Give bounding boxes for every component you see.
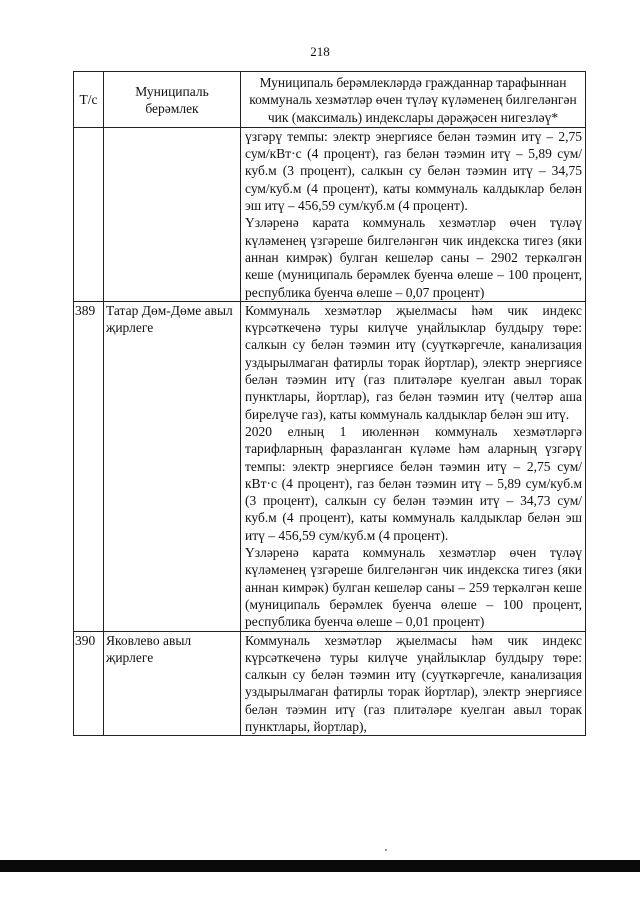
municipality-name: Яковлево авыл җирлеге xyxy=(104,631,241,736)
table-row xyxy=(74,301,586,631)
justification-text xyxy=(241,631,586,736)
paragraph: 2020 елның 1 июленнән коммуналь хезмәтләргә тарифларның фаразланган күләме һәм аларның үзгәрү темпы: электр энергиясе белән тәэмин итү – 2,75 сум/кВт·с (4 процент), газ белән тәэмин итү – 5,89 сум/куб.м (3 процент), салкын су белән тәэмин итү – 34,73 сум/куб.м (4 процент), каты коммуналь калдыклар белән эш итү – 456,59 сум/куб.м (4 процент). xyxy=(245,423,582,543)
paragraph: Үзләренә карата коммуналь хезмәтләр өчен түләү күләменең үзгәреше билгеләнгән чик индекска тигез (яки аннан кимрәк) булган кешеләр саны – 259 теркәлгән кеше (муниципаль берәмлек буенча өлеше – 100 процент, республика буенча өлеше – 0,01 процент) xyxy=(245,545,582,630)
tariff-index-table xyxy=(73,71,586,736)
municipality-name xyxy=(104,127,241,301)
scan-speck xyxy=(385,849,387,851)
header-justification: Муниципаль берәмлекләрдә гражданнар тарафыннан коммуналь хезмәтләр өчен түләү күләменең билгеләнгән чик (максималь) индекслары дәрәҗәсен нигезләү* xyxy=(241,72,586,128)
paragraph: үзгәрү темпы: электр энергиясе белән тәэмин итү – 2,75 сум/кВт·с (4 процент), газ белән тәэмин итү – 5,89 сум/куб.м (3 процент), салкын су белән тәэмин итү – 34,75 сум/куб.м (4 процент), каты коммуналь калдыклар белән эш итү – 456,59 сум/куб.м (4 процент). xyxy=(245,128,582,214)
justification-text xyxy=(241,301,586,631)
table-header-row xyxy=(74,72,586,128)
row-number xyxy=(74,127,104,301)
scan-border-bar xyxy=(0,860,640,872)
justification-text xyxy=(241,127,586,301)
header-number: Т/с xyxy=(74,72,104,128)
table-row xyxy=(74,127,586,301)
paragraph: Үзләренә карата коммуналь хезмәтләр өчен түләү күләменең үзгәреше билгеләнгән чик индекска тигез (яки аннан кимрәк) булган кешеләр саны – 2902 теркәлгән кеше (муниципаль берәмлек буенча өлеше – 100 процент, республика буенча өлеше – 0,07 процент) xyxy=(245,215,582,300)
table-row xyxy=(74,631,586,736)
paragraph: Коммуналь хезмәтләр җыелмасы һәм чик индекс күрсәткеченә туры килүче уңайлыклар булдыру төре: салкын су белән тәэмин итү (суүткәргечле, канализация уздырылмаган фатирлы торак йортлар), электр энергиясе белән тәэмин итү (газ плитәләре куелган авыл торак пунктлары, йортлар), газ белән тәэмин итү (челтәр аша бирелүче газ), каты коммуналь калдыклар белән эш итү. xyxy=(245,302,582,422)
paragraph: Коммуналь хезмәтләр җыелмасы һәм чик индекс күрсәткеченә туры килүче уңайлыклар булдыру төре: салкын су белән тәэмин итү (суүткәргечле, канализация уздырылмаган фатирлы торак йортлар), электр энергиясе белән тәэмин итү (газ плитәләре куелган авыл торак пунктлары, йортлар), xyxy=(245,632,582,734)
municipality-name: Татар Дөм-Дөме авыл җирлеге xyxy=(104,301,241,631)
page-number: 218 xyxy=(310,44,330,59)
row-number: 389 xyxy=(74,301,104,631)
header-municipality: Муниципаль берәмлек xyxy=(104,72,241,128)
row-number: 390 xyxy=(74,631,104,736)
